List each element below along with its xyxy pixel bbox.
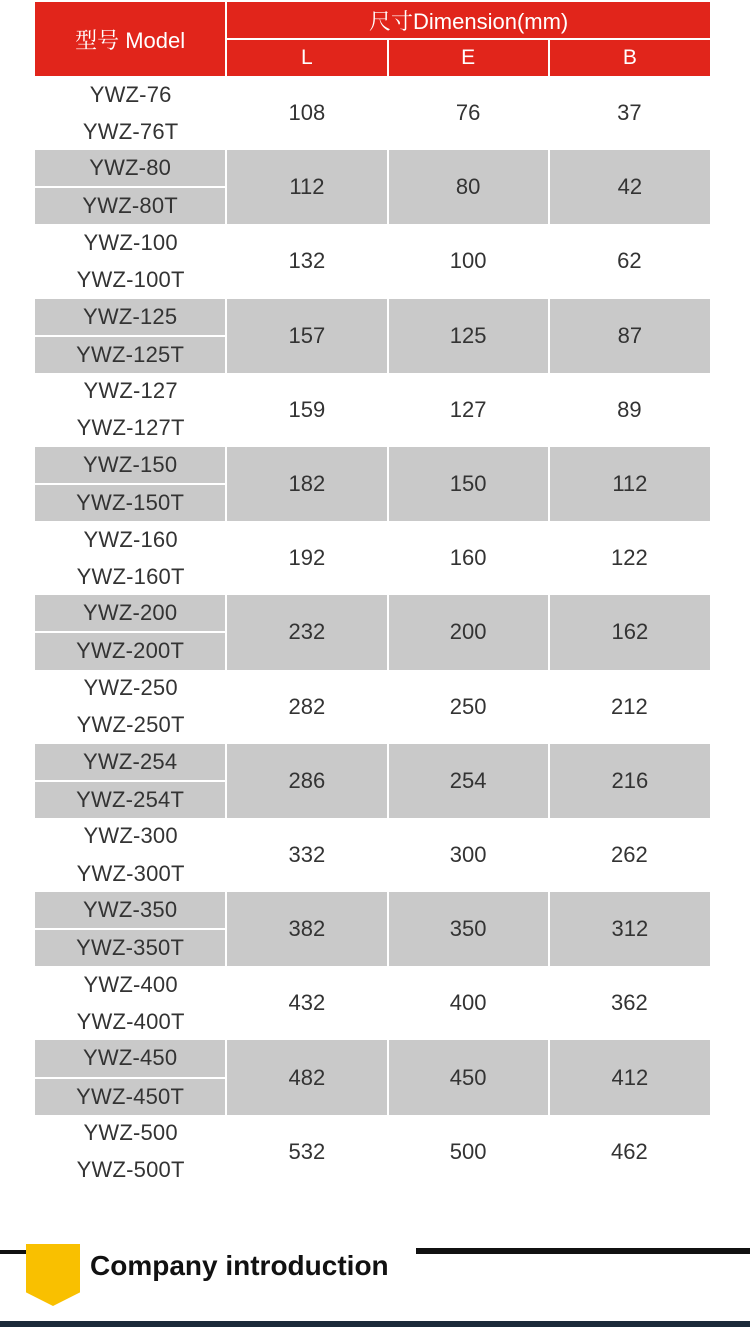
table-row: [35, 595, 710, 632]
company-introduction-header: [0, 1244, 750, 1310]
model-variant-cell: YWZ-350T: [35, 929, 226, 966]
dimension-b-cell: 262: [611, 841, 648, 867]
dimension-l-cell: 232: [226, 595, 387, 669]
model-variant-cell: YWZ-80T: [35, 187, 226, 224]
column-header-l: L: [226, 39, 387, 76]
table-header: [35, 2, 710, 76]
model-cell: YWZ-160: [83, 526, 178, 552]
model-cell: YWZ-250: [83, 675, 178, 701]
section-title: Company introduction: [90, 1250, 389, 1281]
table-row: [35, 1040, 710, 1077]
dimension-l-cell: 108: [288, 100, 326, 126]
dimension-e-cell: 150: [388, 447, 549, 521]
model-cell: YWZ-350: [35, 892, 226, 929]
header-rule-right: [416, 1248, 750, 1254]
bottom-divider: [0, 1321, 750, 1327]
column-header-b: B: [549, 39, 710, 76]
dimension-b-cell: 412: [549, 1040, 710, 1114]
dimension-e-cell: 400: [449, 990, 487, 1016]
model-variant-cell: YWZ-400T: [76, 1008, 185, 1034]
dimension-e-cell: 200: [388, 595, 549, 669]
dimension-b-cell: 462: [611, 1138, 648, 1164]
model-cell: YWZ-80: [35, 150, 226, 187]
table-row: [35, 966, 710, 1003]
dimension-b-cell: 122: [611, 545, 648, 571]
table-body: [35, 76, 710, 1189]
dimension-l-cell: 282: [288, 693, 326, 719]
dimension-b-cell: 87: [549, 299, 710, 373]
model-variant-cell: YWZ-254T: [35, 781, 226, 818]
dimension-e-cell: 160: [449, 545, 487, 571]
dimension-l-cell: 286: [226, 744, 387, 818]
dimension-e-cell: 500: [449, 1138, 487, 1164]
yellow-shield-badge-icon: [26, 1244, 80, 1306]
model-cell: YWZ-400: [83, 971, 178, 997]
model-cell: YWZ-76: [89, 81, 172, 107]
column-header-e: E: [388, 39, 549, 76]
dimension-l-cell: 382: [226, 892, 387, 966]
dimension-b-cell: 62: [617, 248, 642, 274]
dimension-l-cell: 132: [288, 248, 326, 274]
dimension-b-cell: 362: [611, 990, 648, 1016]
model-variant-cell: YWZ-125T: [35, 336, 226, 373]
dimension-e-cell: 450: [388, 1040, 549, 1114]
model-cell: YWZ-300: [83, 823, 178, 849]
model-cell: YWZ-127: [83, 378, 178, 404]
model-cell: YWZ-200: [35, 595, 226, 632]
table-row: [35, 892, 710, 929]
dimension-e-cell: 100: [449, 248, 487, 274]
table-row: [35, 299, 710, 336]
model-variant-cell: YWZ-200T: [35, 632, 226, 669]
dimension-e-cell: 254: [388, 744, 549, 818]
dimension-l-cell: 432: [288, 990, 326, 1016]
dimension-l-cell: 482: [226, 1040, 387, 1114]
table-row: [35, 150, 710, 187]
dimension-e-cell: 76: [455, 100, 481, 126]
dimension-b-cell: 37: [617, 100, 642, 126]
table-row: [35, 744, 710, 781]
dimension-e-cell: 300: [449, 841, 487, 867]
model-column-header: 型号 Model: [35, 2, 226, 76]
model-cell: YWZ-150: [35, 447, 226, 484]
model-variant-cell: YWZ-127T: [76, 415, 185, 441]
model-variant-cell: YWZ-450T: [35, 1078, 226, 1115]
dimension-e-cell: 350: [388, 892, 549, 966]
dimension-e-cell: 80: [388, 150, 549, 224]
table-row: [35, 521, 710, 558]
model-variant-cell: YWZ-250T: [76, 712, 185, 738]
model-cell: YWZ-450: [35, 1040, 226, 1077]
dimension-b-cell: 42: [549, 150, 710, 224]
model-variant-cell: YWZ-160T: [76, 563, 185, 589]
dimension-l-cell: 532: [288, 1138, 326, 1164]
dimension-e-cell: 127: [449, 396, 487, 422]
header-rule-left: [0, 1250, 26, 1254]
table-row: [35, 373, 710, 410]
dimension-b-cell: 212: [611, 693, 648, 719]
table-row: [35, 224, 710, 261]
model-variant-cell: YWZ-76T: [82, 118, 179, 144]
table-row: [35, 670, 710, 707]
model-cell: YWZ-500: [83, 1120, 178, 1146]
dimension-l-cell: 192: [288, 545, 326, 571]
model-cell: YWZ-254: [35, 744, 226, 781]
model-cell: YWZ-125: [35, 299, 226, 336]
model-variant-cell: YWZ-300T: [76, 860, 185, 886]
dimension-l-cell: 157: [226, 299, 387, 373]
dimension-b-cell: 312: [549, 892, 710, 966]
dimension-e-cell: 125: [388, 299, 549, 373]
model-variant-cell: YWZ-150T: [35, 484, 226, 521]
dimension-b-cell: 162: [549, 595, 710, 669]
model-variant-cell: YWZ-100T: [76, 267, 185, 293]
dimension-table: [35, 2, 710, 1189]
dimension-l-cell: 332: [288, 841, 326, 867]
dimension-column-header: 尺寸Dimension(mm): [226, 2, 710, 39]
dimension-l-cell: 182: [226, 447, 387, 521]
dimension-e-cell: 250: [449, 693, 487, 719]
table-row: [35, 447, 710, 484]
table-row: [35, 1115, 710, 1152]
dimension-b-cell: 112: [549, 447, 710, 521]
model-cell: YWZ-100: [83, 229, 178, 255]
table-row: [35, 76, 710, 113]
dimension-l-cell: 112: [226, 150, 387, 224]
model-variant-cell: YWZ-500T: [76, 1157, 185, 1183]
dimension-b-cell: 89: [617, 396, 642, 422]
dimension-l-cell: 159: [288, 396, 326, 422]
table-row: [35, 818, 710, 855]
dimension-b-cell: 216: [549, 744, 710, 818]
